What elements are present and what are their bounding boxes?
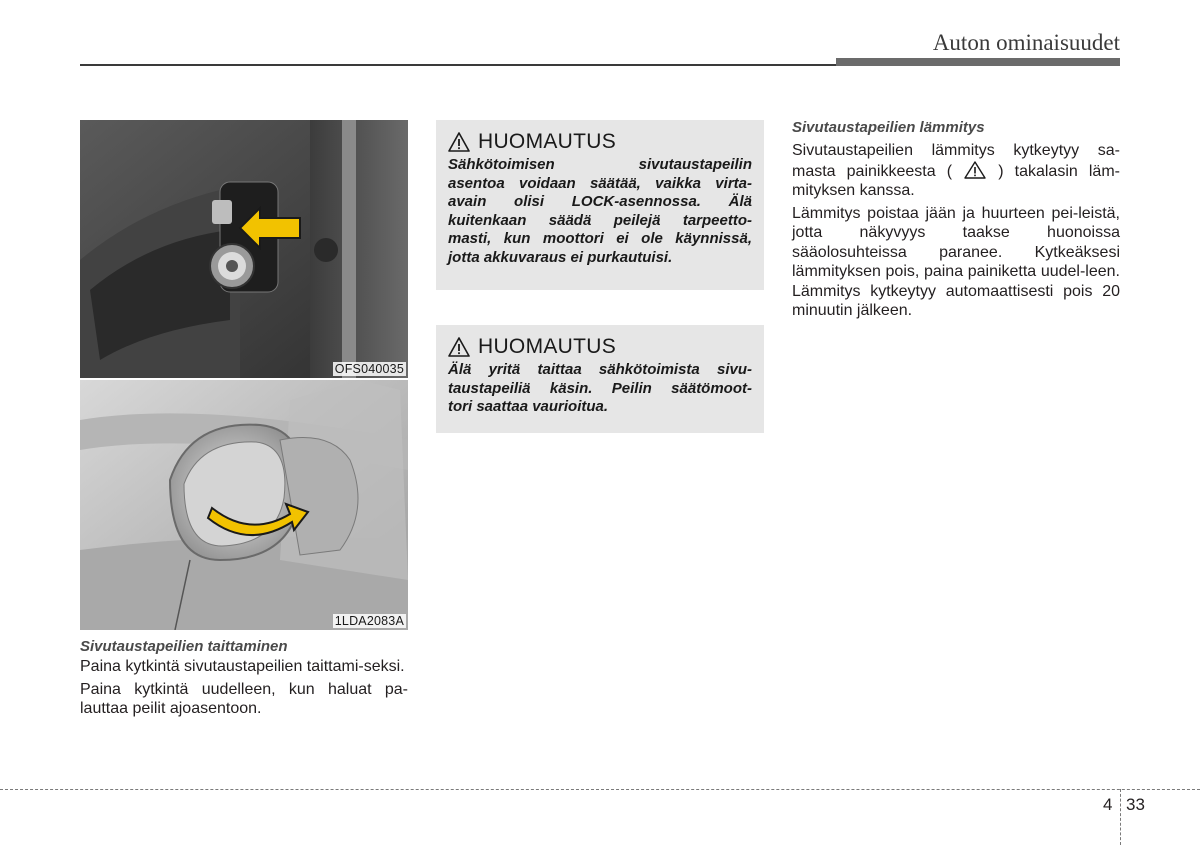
folding-paragraph-2: Paina kytkintä uudelleen, kun haluat pa-lauttaa peilit ajoasentoon. xyxy=(80,680,408,717)
caution-title: HUOMAUTUS xyxy=(478,130,617,153)
footer-divider xyxy=(0,789,1200,790)
chapter-number: 4 xyxy=(1103,795,1113,814)
caution-title: HUOMAUTUS xyxy=(478,335,617,358)
figure-code: 1LDA2083A xyxy=(334,614,404,628)
caution-line: jotta akkuvaraus ei purkautuisi. xyxy=(448,248,673,266)
header-rule-accent xyxy=(836,58,1120,66)
folding-subheading: Sivutaustapeilien taittaminen xyxy=(80,638,288,655)
warning-triangle-icon xyxy=(448,132,470,152)
heating-paragraph-1-end: ) takalasin läm-mityksen kanssa. xyxy=(792,162,1120,199)
caution-line: masti, kun moottori ei ole käynnissä, xyxy=(448,230,752,248)
folding-paragraph-1: Paina kytkintä sivutaustapeilien taittami-seksi. xyxy=(80,658,405,675)
header-rule xyxy=(80,64,836,66)
heating-paragraph-1 xyxy=(792,141,1120,201)
heating-paragraph-1-start: Sivutaustapeilien lämmitys kytkeytyy sa-masta painikkeesta ( xyxy=(792,142,1120,180)
caution-box-1 xyxy=(436,120,764,290)
caution-line: Sähkötoimisen sivutaustapeilin xyxy=(448,156,752,173)
figure-code: OFS040035 xyxy=(334,362,404,376)
caution-line: Älä yritä taittaa sähkötoimista sivu- xyxy=(448,361,752,378)
caution-line: tori saattaa vaurioitua. xyxy=(448,398,609,416)
caution-box-2 xyxy=(436,325,764,433)
footer-page-divider xyxy=(1120,789,1121,845)
caution-text xyxy=(448,156,752,268)
rear-defroster-icon xyxy=(963,161,987,179)
caution-line: taustapeiliä käsin. Peilin säätömoot- xyxy=(448,379,752,397)
caution-line: avain olisi LOCK-asennossa. Älä xyxy=(448,193,752,211)
warning-triangle-icon xyxy=(448,337,470,357)
heating-body xyxy=(792,141,1120,321)
heating-subheading: Sivutaustapeilien lämmitys xyxy=(792,119,985,136)
caution-header xyxy=(448,130,752,154)
caution-line: kuitenkaan säädä peilejä tarpeetto- xyxy=(448,211,752,229)
mirror-switch-photo xyxy=(80,120,408,378)
header-title: Auton ominaisuudet xyxy=(932,30,1120,55)
folding-body xyxy=(80,657,408,719)
page-number: 33 xyxy=(1126,795,1145,814)
caution-line: asentoa voidaan säätää, vaikka virta- xyxy=(448,174,752,192)
heating-paragraph-2: Lämmitys poistaa jään ja huurteen pei-leistä, jotta näkyvyys taakse huonoissa sääolosuhteissa paranee. Kytkeäksesi lämmityksen pois, paina painiketta uudel-leen. Lämmitys kytkeytyy automaattisesti pois 20 minuutin jälkeen. xyxy=(792,204,1120,319)
folding-mirror-photo xyxy=(80,380,408,630)
caution-text xyxy=(448,361,752,417)
caution-header xyxy=(448,335,752,359)
